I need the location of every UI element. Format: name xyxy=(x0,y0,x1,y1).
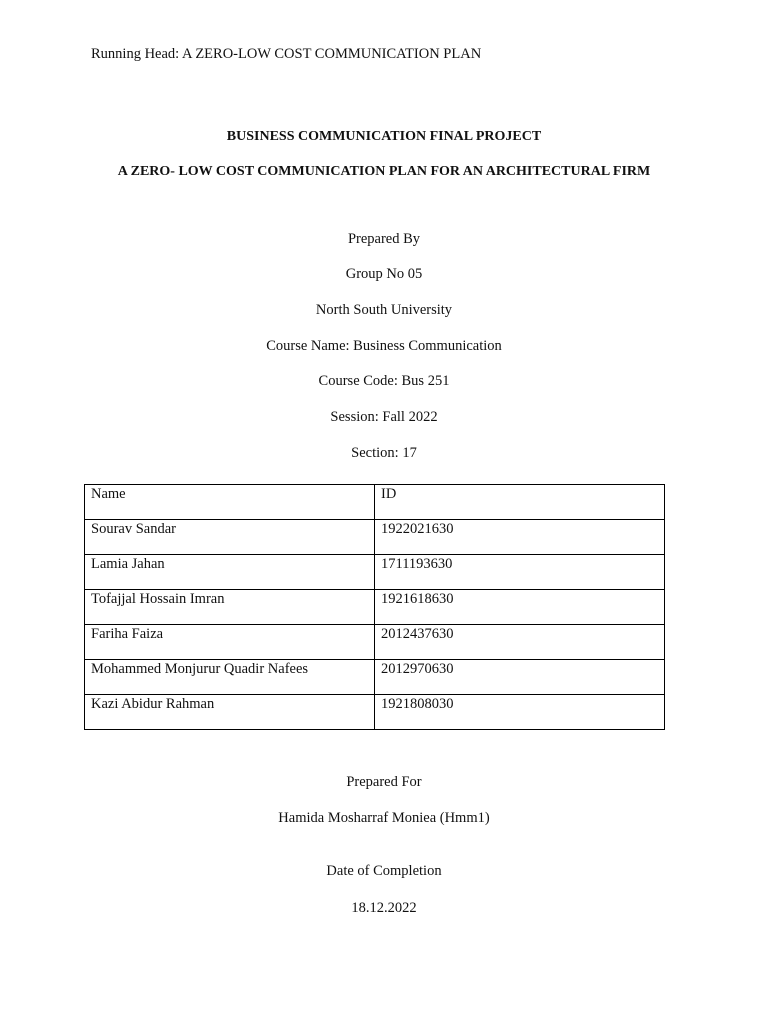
table-row xyxy=(85,555,665,590)
member-id: 1921618630 xyxy=(375,590,665,625)
prepared-by-label: Prepared By xyxy=(347,231,421,247)
column-header-id: ID xyxy=(375,485,665,520)
university-name: North South University xyxy=(315,302,453,318)
course-code: Course Code: Bus 251 xyxy=(318,373,450,389)
completion-label: Date of Completion xyxy=(326,863,442,879)
members-table xyxy=(84,484,665,730)
column-header-name: Name xyxy=(85,485,375,520)
section: Section: 17 xyxy=(351,445,417,461)
table-row xyxy=(85,590,665,625)
member-id: 2012970630 xyxy=(375,660,665,695)
table-row xyxy=(85,625,665,660)
member-id: 2012437630 xyxy=(375,625,665,660)
group-number: Group No 05 xyxy=(345,266,423,282)
table-header-row xyxy=(85,485,665,520)
course-name: Course Name: Business Communication xyxy=(266,338,502,354)
prepared-for-label: Prepared For xyxy=(346,774,422,790)
table-row xyxy=(85,520,665,555)
member-name: Mohammed Monjurur Quadir Nafees xyxy=(85,660,375,695)
table-row xyxy=(85,695,665,730)
instructor-name: Hamida Mosharraf Moniea (Hmm1) xyxy=(278,810,490,826)
member-name: Sourav Sandar xyxy=(85,520,375,555)
member-name: Tofajjal Hossain Imran xyxy=(85,590,375,625)
member-name: Kazi Abidur Rahman xyxy=(85,695,375,730)
running-head: Running Head: A ZERO-LOW COST COMMUNICATION PLAN xyxy=(91,46,482,62)
member-id: 1921808030 xyxy=(375,695,665,730)
member-id: 1711193630 xyxy=(375,555,665,590)
member-name: Fariha Faiza xyxy=(85,625,375,660)
member-id: 1922021630 xyxy=(375,520,665,555)
plan-title: A ZERO- LOW COST COMMUNICATION PLAN FOR AN ARCHITECTURAL FIRM xyxy=(117,164,651,179)
project-title: BUSINESS COMMUNICATION FINAL PROJECT xyxy=(226,129,542,144)
table-row xyxy=(85,660,665,695)
completion-date: 18.12.2022 xyxy=(351,900,417,916)
member-name: Lamia Jahan xyxy=(85,555,375,590)
session: Session: Fall 2022 xyxy=(330,409,438,425)
